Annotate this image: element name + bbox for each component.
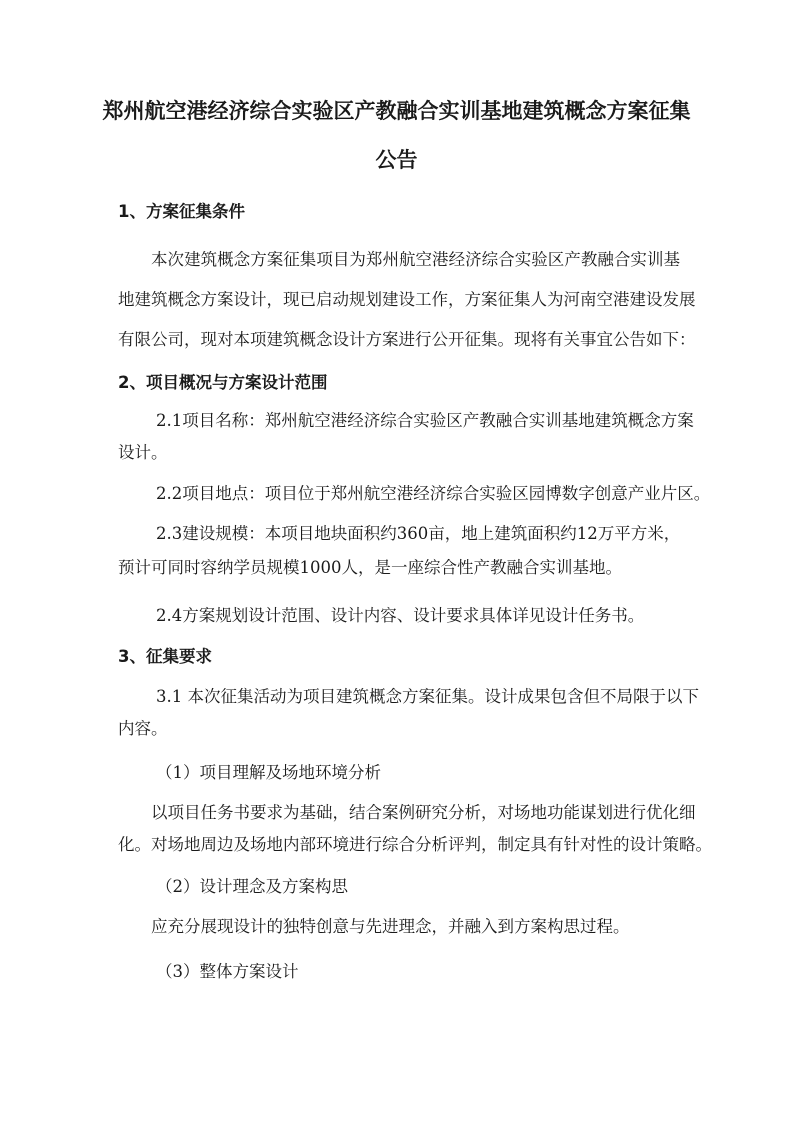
- section-3-item1-line1: 3.1 本次征集活动为项目建筑概念方案征集。设计成果包含但不局限于以下: [156, 687, 699, 706]
- section-3-sub1-para-line2: 化。对场地周边及场地内部环境进行综合分析评判，制定具有针对性的设计策略。: [118, 835, 712, 854]
- section-1-para-line3: 有限公司，现对本项建筑概念设计方案进行公开征集。现将有关事宜公告如下：: [118, 330, 696, 349]
- section-3-sub3-label: （3）整体方案设计: [156, 962, 299, 981]
- section-3-heading: 3、征集要求: [118, 647, 212, 666]
- section-1-para-line2: 地建筑概念方案设计，现已启动规划建设工作，方案征集人为河南空港建设发展: [118, 290, 696, 309]
- section-3-sub1-label: （1）项目理解及场地环境分析: [156, 763, 381, 782]
- section-2-item1-line1: 2.1项目名称：郑州航空港经济综合实验区产教融合实训基地建筑概念方案: [156, 411, 694, 430]
- section-2-item2: 2.2项目地点：项目位于郑州航空港经济综合实验区园博数字创意产业片区。: [156, 484, 711, 503]
- section-2-item3-line1: 2.3建设规模：本项目地块面积约360亩，地上建筑面积约12万平方米，: [156, 524, 681, 543]
- section-3-item1-line2: 内容。: [118, 719, 168, 738]
- document-title-line1: 郑州航空港经济综合实验区产教融合实训基地建筑概念方案征集: [102, 99, 691, 123]
- document-title-line2: 公告: [375, 148, 418, 172]
- section-2-item4: 2.4方案规划设计范围、设计内容、设计要求具体详见设计任务书。: [156, 606, 645, 625]
- section-3-sub2-label: （2）设计理念及方案构思: [156, 877, 348, 896]
- section-1-para-line1: 本次建筑概念方案征集项目为郑州航空港经济综合实验区产教融合实训基: [151, 250, 680, 269]
- section-2-item3-line2: 预计可同时容纳学员规模1000人，是一座综合性产教融合实训基地。: [118, 558, 622, 577]
- section-2-item1-line2: 设计。: [118, 443, 168, 462]
- section-3-sub1-para-line1: 以项目任务书要求为基础，结合案例研究分析，对场地功能谋划进行优化细: [151, 803, 696, 822]
- section-1-heading: 1、方案征集条件: [118, 202, 245, 221]
- section-3-sub2-para: 应充分展现设计的独特创意与先进理念，并融入到方案构思过程。: [151, 917, 630, 936]
- section-2-heading: 2、项目概况与方案设计范围: [118, 373, 328, 392]
